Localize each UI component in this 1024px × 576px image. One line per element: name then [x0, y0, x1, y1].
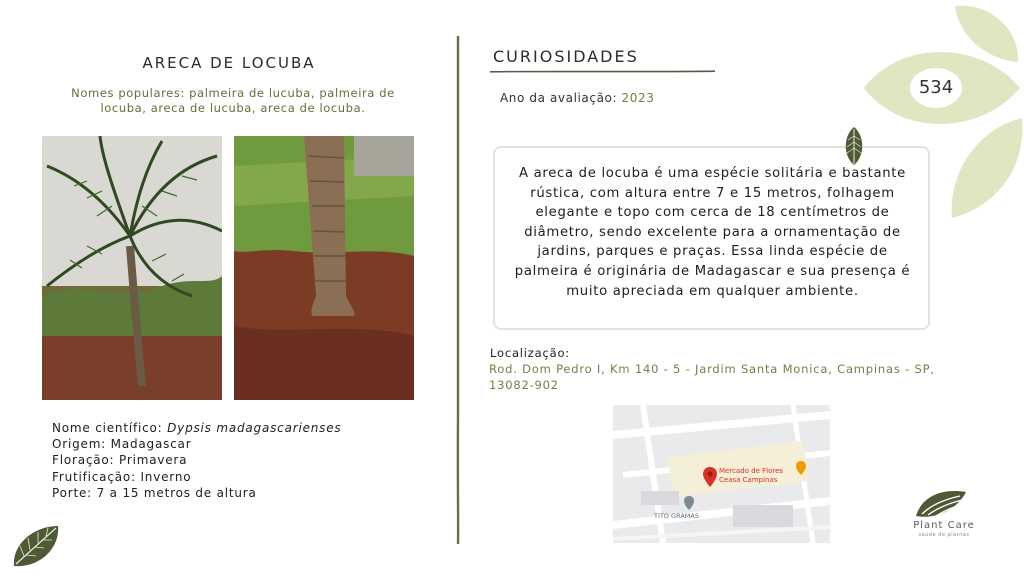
scientific-name-label: Nome científico:: [52, 421, 168, 435]
origin-line: Origem: Madagascar: [52, 437, 192, 452]
leaf-icon-card: [843, 126, 865, 166]
palm-photo-trunk: [234, 136, 414, 400]
description-text: A areca de locuba é uma espécie solitária e bastante rústica, com altura entre 7 e 15 metros, folhagem elegante e topo com cerca de 18 centímetros de diâmetro, sendo excelente para a ornamentação de jardins, parques e praças. Essa linda espécie de palmeira é originária de Madagascar e sua presença é muito apreciada em qualquer ambiente.: [514, 166, 911, 299]
location-address: Rod. Dom Pedro I, Km 140 - 5 - Jardim Santa Monica, Campinas - SP, 13082-902: [489, 362, 935, 392]
leaf-icon-bottom-left: [10, 522, 62, 570]
plant-title: ARECA DE LOCUBA: [142, 54, 316, 72]
logo-name: Plant Care: [913, 520, 975, 531]
palm-photo-crown: [42, 136, 222, 400]
column-divider: [456, 36, 460, 544]
plant-facts: [52, 420, 341, 501]
map-place-name-1: Mercado de Flores: [719, 467, 784, 475]
map-place-name-2: Ceasa Campinas: [719, 476, 778, 484]
year-value: 2023: [621, 91, 655, 105]
fruiting-line: Frutificação: Inverno: [52, 469, 192, 484]
plant-care-logo-icon: [912, 486, 970, 520]
section-title: CURIOSIDADES: [493, 47, 639, 66]
scientific-name-line: [52, 420, 341, 436]
map-nearby-label: TITO GRAMAS: [654, 512, 699, 520]
map-pin-icon[interactable]: [703, 467, 717, 487]
evaluation-year: [500, 91, 655, 105]
page-number: 534: [910, 68, 962, 108]
location-map[interactable]: [613, 405, 830, 543]
scientific-name-value: Dypsis madagascarienses: [167, 421, 342, 435]
size-line: Porte: 7 a 15 metros de altura: [52, 485, 257, 500]
location-label: Localização:: [490, 346, 570, 360]
flowering-line: Floração: Primavera: [52, 453, 188, 468]
gray-pin-icon: [684, 496, 694, 510]
map-place-label: [719, 467, 783, 485]
year-label: Ano da avaliação:: [500, 91, 622, 105]
popular-names: Nomes populares: palmeira de lucuba, palmeira de locuba, areca de lucuba, areca de locuba.: [71, 86, 395, 115]
title-underline: [490, 70, 715, 73]
logo-subtitle: saúde de plantas: [918, 532, 970, 538]
food-pin-icon: [796, 461, 806, 475]
